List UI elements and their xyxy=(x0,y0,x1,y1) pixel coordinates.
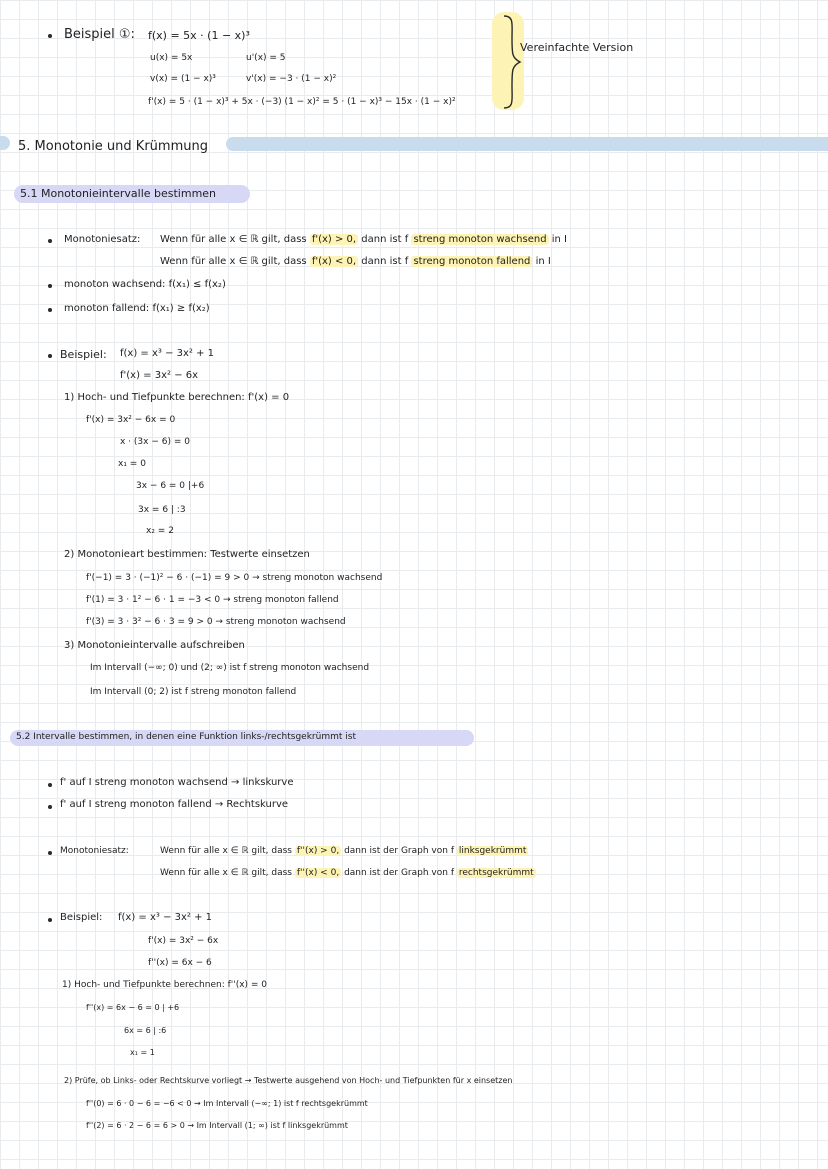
monotoniesatz-line2 xyxy=(160,257,551,267)
satz-text: in I xyxy=(551,234,567,245)
monotoniesatz-line1 xyxy=(160,235,567,245)
satz-highlight: streng monoton wachsend xyxy=(413,234,547,245)
krummung-bullet-2: f' auf I streng monoton fallend → Rechtskurve xyxy=(60,799,289,810)
bullet xyxy=(48,851,52,855)
result-2: Im Intervall (0; 2) ist f streng monoton fallend xyxy=(90,687,297,697)
section5-band-left xyxy=(0,136,10,150)
f-prime-result: f'(x) = 5 · (1 − x)³ + 5x · (−3) (1 − x)² = 5 · (1 − x)³ − 15x · (1 − x)² xyxy=(148,97,456,107)
u-prime-def: u'(x) = 5 xyxy=(246,53,286,63)
testwert-1: f'(−1) = 3 · (−1)² − 6 · (−1) = 9 > 0 → streng monoton wachsend xyxy=(86,573,383,583)
krummung-satz-line2 xyxy=(160,869,536,878)
krummung-satz-line1 xyxy=(160,847,528,856)
simplified-version-label: Vereinfachte Version xyxy=(520,41,634,54)
step1: 1) Hoch- und Tiefpunkte berechnen: f'(x) = 0 xyxy=(64,392,290,403)
satz-text: Wenn für alle x ∈ ℝ gilt, dass xyxy=(160,234,307,245)
monoton-fallend-def: monoton fallend: f(x₁) ≥ f(x₂) xyxy=(64,303,210,314)
section52-heading: 5.2 Intervalle bestimmen, in denen eine Funktion links-/rechtsgekrümmt ist xyxy=(16,732,356,742)
beispiel1-function: f(x) = 5x · (1 − x)³ xyxy=(148,29,250,42)
section51-heading: 5.1 Monotonieintervalle bestimmen xyxy=(20,187,217,200)
beispiel2-f: f(x) = x³ − 3x² + 1 xyxy=(118,912,213,923)
monotoniesatz-label: Monotoniesatz: xyxy=(64,234,141,245)
satz-highlight: streng monoton fallend xyxy=(413,256,531,267)
satz-text: Wenn für alle x ∈ ℝ gilt, dass xyxy=(160,846,292,856)
krummung-eq-2: 6x = 6 | :6 xyxy=(124,1026,167,1035)
bullet xyxy=(48,918,52,922)
krummung-test-1: f''(0) = 6 · 0 − 6 = −6 < 0 → Im Intervall (−∞; 1) ist f rechtsgekrümmt xyxy=(86,1099,368,1108)
equation-4: 3x − 6 = 0 |+6 xyxy=(136,481,205,491)
beispiel1-label: Beispiel ①: xyxy=(64,27,135,42)
testwert-2: f'(1) = 3 · 1² − 6 · 1 = −3 < 0 → streng monoton fallend xyxy=(86,595,339,605)
section5-heading: 5. Monotonie und Krümmung xyxy=(18,139,208,154)
satz-text: dann ist der Graph von f xyxy=(344,868,454,878)
satz-condition: f''(x) < 0, xyxy=(296,868,340,878)
beispiel2-fprime: f'(x) = 3x² − 6x xyxy=(148,936,219,946)
equation-2: x · (3x − 6) = 0 xyxy=(120,437,190,447)
equation-1: f'(x) = 3x² − 6x = 0 xyxy=(86,415,176,425)
step2-krummung: 2) Prüfe, ob Links- oder Rechtskurve vorliegt → Testwerte ausgehend von Hoch- und Tiefpunkten für x einsetzen xyxy=(64,1076,513,1085)
bullet xyxy=(48,239,52,243)
bullet xyxy=(48,354,52,358)
step1-krummung: 1) Hoch- und Tiefpunkte berechnen: f''(x) = 0 xyxy=(62,980,268,990)
equation-3: x₁ = 0 xyxy=(118,459,146,469)
beispiel2-label: Beispiel: xyxy=(60,912,103,923)
krummung-eq-3: x₁ = 1 xyxy=(130,1048,155,1057)
testwert-3: f'(3) = 3 · 3² − 6 · 3 = 9 > 0 → streng monoton wachsend xyxy=(86,617,346,627)
krummung-eq-1: f''(x) = 6x − 6 = 0 | +6 xyxy=(86,1003,180,1012)
krummung-satz-label: Monotoniesatz: xyxy=(60,846,129,856)
monoton-wachsend-def: monoton wachsend: f(x₁) ≤ f(x₂) xyxy=(64,279,226,290)
u-def: u(x) = 5x xyxy=(150,53,193,63)
bullet xyxy=(48,308,52,312)
satz-text: in I xyxy=(535,256,551,267)
step2: 2) Monotonieart bestimmen: Testwerte einsetzen xyxy=(64,549,310,560)
curly-brace xyxy=(500,14,524,110)
beispiel-f: f(x) = x³ − 3x² + 1 xyxy=(120,348,215,359)
satz-condition: f'(x) < 0, xyxy=(311,256,357,267)
satz-text: Wenn für alle x ∈ ℝ gilt, dass xyxy=(160,868,292,878)
equation-6: x₂ = 2 xyxy=(146,526,174,536)
bullet xyxy=(48,805,52,809)
satz-text: Wenn für alle x ∈ ℝ gilt, dass xyxy=(160,256,307,267)
bullet xyxy=(48,34,52,38)
satz-highlight: linksgekrümmt xyxy=(458,846,527,856)
v-prime-def: v'(x) = −3 · (1 − x)² xyxy=(246,74,337,84)
krummung-bullet-1: f' auf I streng monoton wachsend → linkskurve xyxy=(60,777,294,788)
satz-text: dann ist der Graph von f xyxy=(344,846,454,856)
satz-highlight: rechtsgekrümmt xyxy=(458,868,534,878)
equation-5: 3x = 6 | :3 xyxy=(138,505,186,515)
bullet xyxy=(48,284,52,288)
result-1: Im Intervall (−∞; 0) und (2; ∞) ist f streng monoton wachsend xyxy=(90,663,370,673)
v-def: v(x) = (1 − x)³ xyxy=(150,74,216,84)
beispiel-label: Beispiel: xyxy=(60,348,107,361)
satz-condition: f'(x) > 0, xyxy=(311,234,357,245)
section5-band-right xyxy=(226,137,828,151)
satz-text: dann ist f xyxy=(361,256,409,267)
satz-text: dann ist f xyxy=(361,234,409,245)
bullet xyxy=(48,783,52,787)
step3: 3) Monotonieintervalle aufschreiben xyxy=(64,640,245,651)
beispiel2-fsecond: f''(x) = 6x − 6 xyxy=(148,958,212,968)
krummung-test-2: f''(2) = 6 · 2 − 6 = 6 > 0 → Im Intervall (1; ∞) ist f linksgekrümmt xyxy=(86,1121,348,1130)
beispiel-fprime: f'(x) = 3x² − 6x xyxy=(120,370,199,381)
satz-condition: f''(x) > 0, xyxy=(296,846,340,856)
